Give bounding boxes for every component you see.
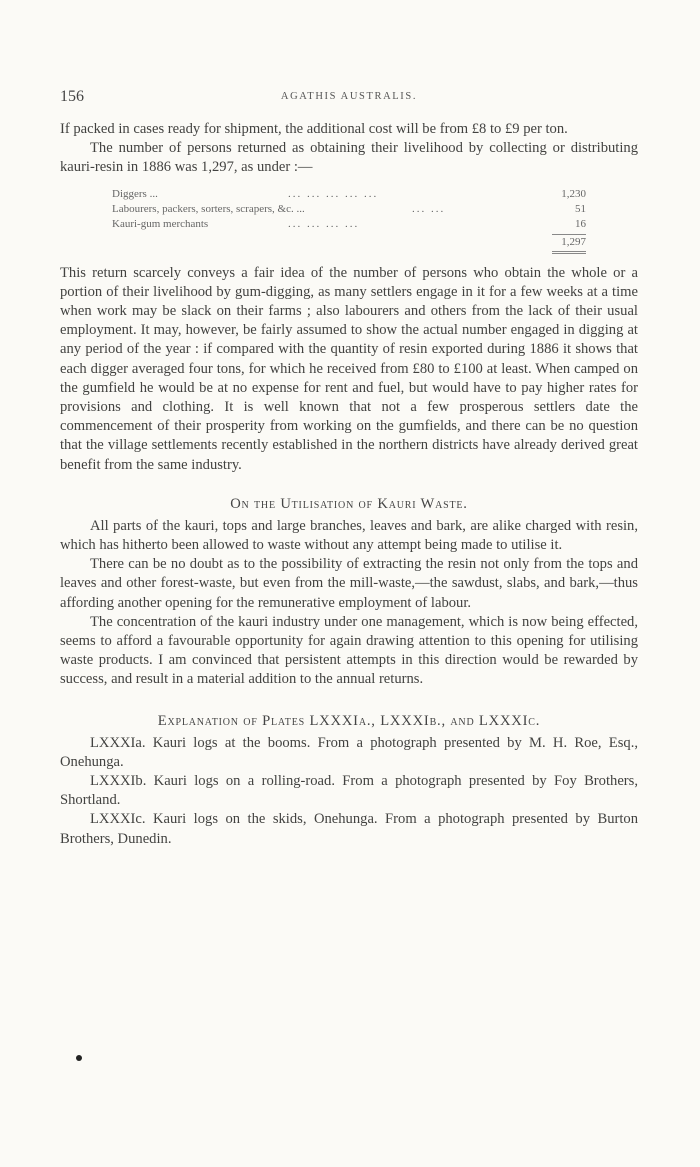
paragraph-persons-returned: The number of persons returned as obtaining their livelihood by collecting or distributing kauri-resin in 1886 was 1,297, as under :— — [60, 140, 638, 176]
plate-caption-c: LXXXIc. Kauri logs on the skids, Onehunga. From a photograph presented by Burton Brothers, Dunedin. — [60, 811, 638, 847]
row-value: 16 — [575, 217, 586, 230]
paragraph-kauri-parts: All parts of the kauri, tops and large branches, leaves and bark, are alike charged with resin, which has hitherto been allowed to waste without any attempt being made to utilise it. — [60, 517, 638, 554]
table-row — [112, 187, 586, 202]
page-number: 156 — [60, 88, 84, 105]
table-row — [112, 217, 586, 232]
leader-dots: ... ... ... ... — [288, 217, 360, 230]
row-label: Kauri-gum merchants — [112, 217, 209, 230]
body-text — [60, 120, 638, 849]
section-title-plates: Explanation of Plates LXXXIa., LXXXIb., and LXXXIc. — [157, 712, 541, 729]
paragraph-shipment-cost: If packed in cases ready for shipment, the additional cost will be from £8 to £9 per ton. — [60, 121, 568, 137]
ink-blot — [76, 1055, 82, 1061]
section-title-utilisation: On the Utilisation of Kauri Waste. — [230, 495, 468, 512]
paragraph-return-analysis: This return scarcely conveys a fair idea of the number of persons who obtain the whole or a portion of their livelihood by gum-digging, as many settlers engage in it for a few weeks at a time when work may be slack on their farms ; also labourers and others from the lack of their usual employment. It may, however, be fairly assumed to show the actual number engaged in digging at any period of the year : if compared with the quantity of resin exported during 1886 it shows that each digger averaged four tons, for which he received from £80 to £100 at least. When camped on the gumfield he would be at no expense for rent and fuel, but would have to pay higher rates for provisions and clothing. It is well known that not a few prosperous settlers date the commencement of their prosperity from working on the gumfields, and there can be no question that the village settlements recently established in the northern districts have already derived great benefit from the same industry. — [60, 264, 638, 473]
row-label: Diggers ... — [112, 187, 158, 200]
paragraph-extracting-resin: There can be no doubt as to the possibility of extracting the resin not only from the tops and leaves and other forest-waste, but even from the mill-waste,—the sawdust, slabs, and bark,—thus affording another opening for the remunerative employment of labour. — [60, 556, 638, 611]
persons-table — [112, 187, 586, 254]
paragraph-concentration: The concentration of the kauri industry under one management, which is now being effected, seems to afford a favourable opportunity for again drawing attention to this opening for utilising waste products. I am convinced that persistent attempts in this direction would be rewarded by success, and result in a material addition to the annual returns. — [60, 613, 638, 688]
running-head — [60, 88, 638, 108]
table-total: 1,297 — [561, 235, 586, 248]
row-value: 51 — [575, 202, 586, 215]
row-label: Labourers, packers, sorters, scrapers, &c. ... — [112, 202, 305, 215]
plate-caption-a: LXXXIa. Kauri logs at the booms. From a photograph presented by M. H. Roe, Esq., Onehunga. — [60, 734, 638, 770]
table-row — [112, 202, 586, 217]
plate-caption-b: LXXXIb. Kauri logs on a rolling-road. From a photograph presented by Foy Brothers, Shortland. — [60, 773, 638, 809]
leader-dots: ... ... — [412, 202, 446, 215]
row-value: 1,230 — [561, 187, 586, 200]
leader-dots: ... ... ... ... ... — [288, 187, 379, 200]
total-double-rule — [552, 251, 586, 254]
running-title: AGATHIS AUSTRALIS. — [280, 91, 418, 102]
